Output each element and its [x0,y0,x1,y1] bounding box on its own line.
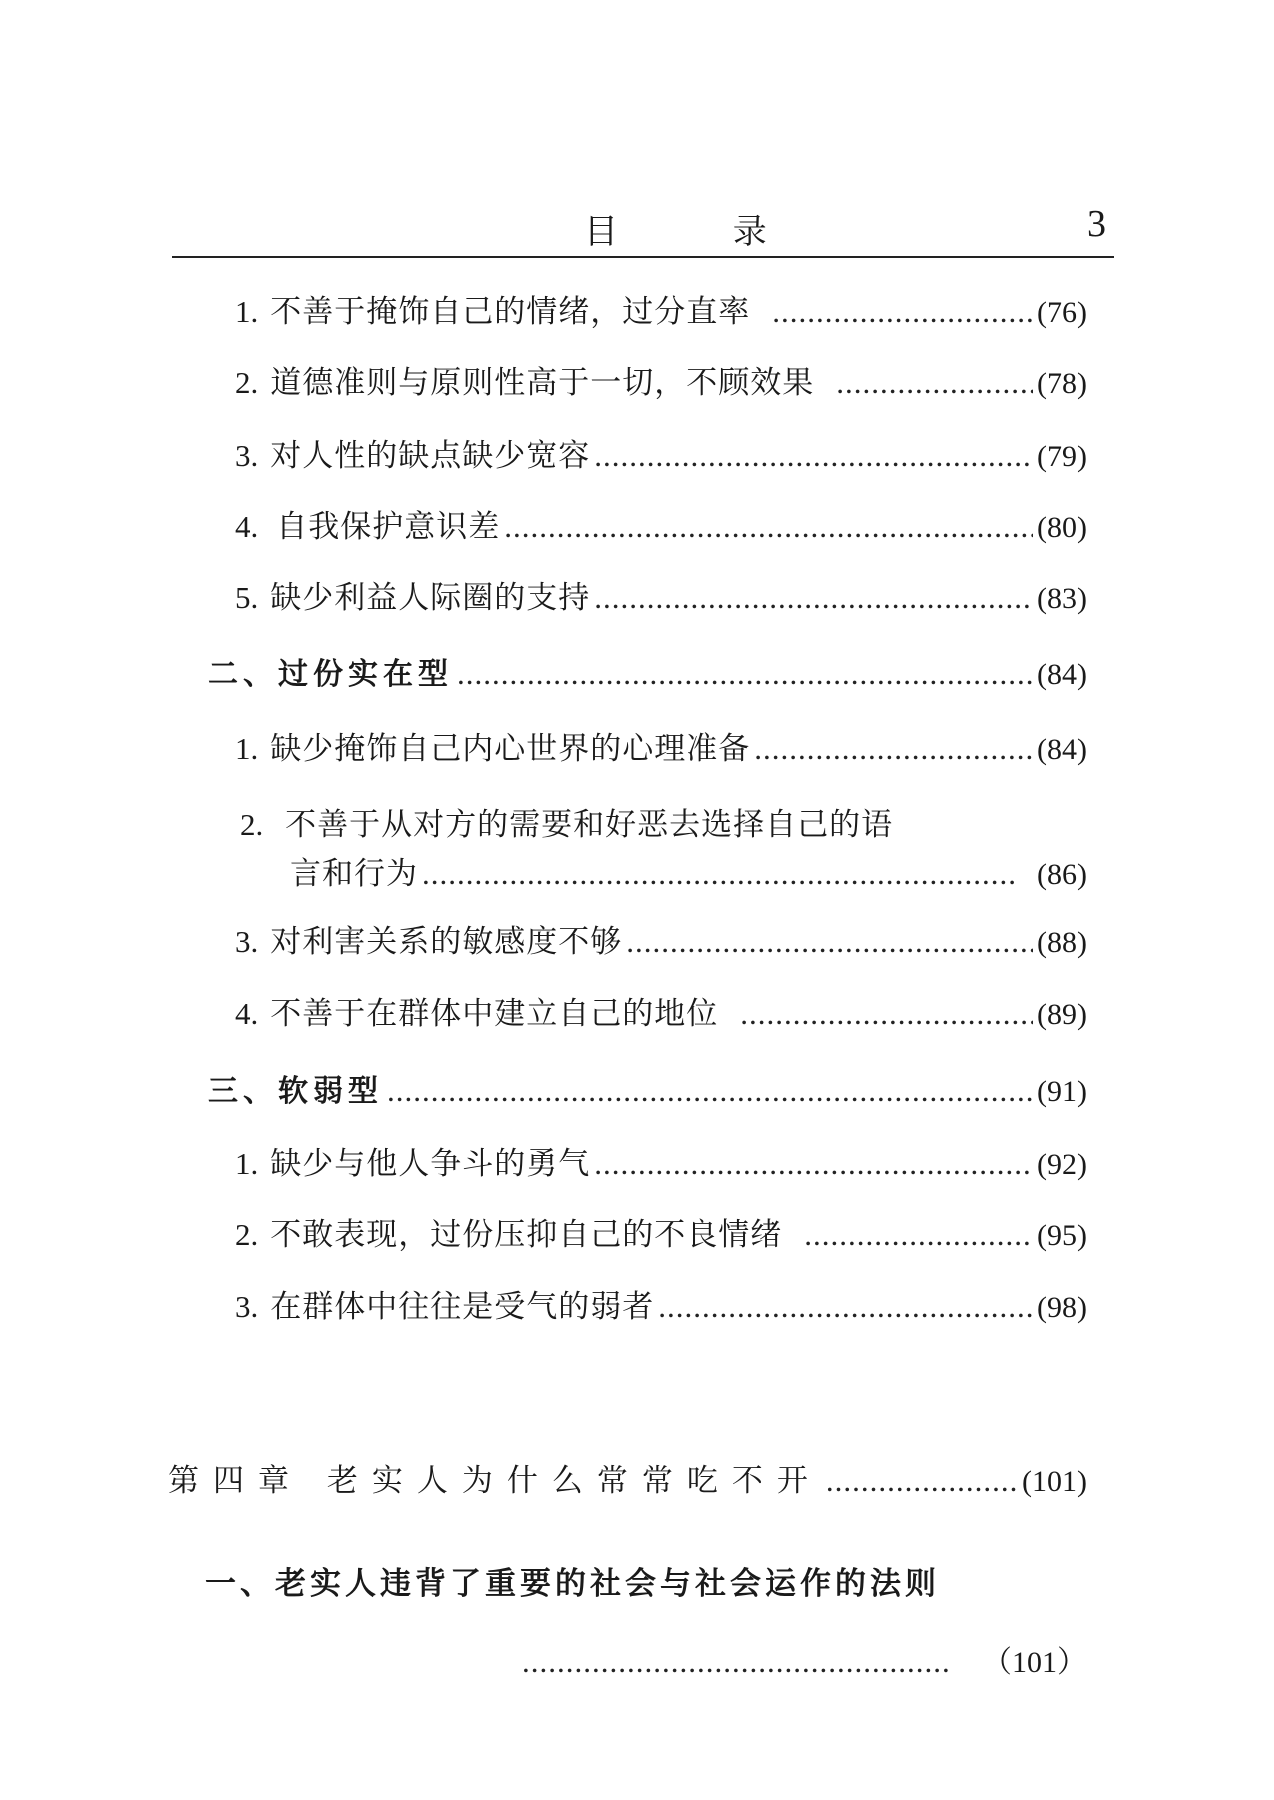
entry-page: (98) [1037,1291,1087,1324]
toc-entry[interactable] [235,992,1087,1036]
toc-entry[interactable] [235,727,1087,771]
dot-leader [836,361,1033,405]
entry-page: (91) [1037,1075,1087,1108]
dot-leader [826,1459,1018,1503]
header-page-number: 3 [1087,203,1106,245]
dot-leader [457,652,1033,696]
entry-page: (86) [1037,858,1087,891]
header-title: 目 录 [584,212,819,252]
toc-entry[interactable] [235,1142,1087,1186]
entry-page: (92) [1037,1148,1087,1181]
toc-entry[interactable] [235,505,1087,549]
toc-entry[interactable] [235,1285,1087,1329]
dot-leader [658,1285,1033,1329]
toc-entry[interactable] [235,576,1087,620]
dot-leader [422,852,1019,896]
dot-leader [740,992,1033,1036]
toc-entry-continuation[interactable] [290,852,1087,896]
toc-section-entry[interactable] [208,1069,1087,1113]
entry-title: 自我保护意识差 [276,509,501,545]
toc-entry-continuation[interactable] [518,1640,1087,1684]
toc-chapter-entry[interactable] [168,1459,1087,1503]
entry-title-continuation: 言和行为 [290,856,418,892]
entry-number: 2. [240,807,264,842]
dot-leader [772,290,1033,334]
dot-leader [504,505,1033,549]
entry-number: 5. [235,580,259,615]
entry-title: 缺少掩饰自己内心世界的心理准备 [270,731,751,767]
toc-entry[interactable] [235,290,1087,334]
entry-title: 道德准则与原则性高于一切，不顾效果 [270,365,815,401]
entry-title: 不善于从对方的需要和好恶去选择自己的语 [285,807,894,843]
entry-title: 不敢表现，过份压抑自己的不良情绪 [270,1217,783,1253]
dot-leader [594,1142,1033,1186]
entry-page: (79) [1037,440,1087,473]
dot-leader [522,1640,948,1684]
dot-leader [754,727,1033,771]
toc-entry[interactable] [235,361,1087,405]
toc-section-entry[interactable] [208,652,1087,696]
dot-leader [594,434,1033,478]
running-header [172,196,1114,258]
section-title: 二、过份实在型 [208,657,453,692]
dot-leader [626,920,1033,964]
toc-entry[interactable] [235,920,1087,964]
entry-page: (84) [1037,658,1087,691]
section-title-long[interactable]: 一、老实人违背了重要的社会与社会运作的法则 [205,1566,940,1602]
entry-page: (80) [1037,511,1087,544]
section-title: 三、软弱型 [208,1074,383,1109]
entry-title: 不善于在群体中建立自己的地位 [270,996,719,1032]
entry-page: (78) [1037,367,1087,400]
entry-page: (84) [1037,733,1087,766]
entry-number: 4. [235,509,259,544]
entry-page: （101） [982,1646,1087,1679]
entry-page: (76) [1037,296,1087,329]
toc-entry[interactable] [235,1213,1087,1257]
toc-entry[interactable] [235,434,1087,478]
entry-number: 3. [235,924,259,959]
entry-title: 不善于掩饰自己的情绪，过分直率 [270,294,751,330]
entry-title: 对利害关系的敏感度不够 [270,924,623,960]
entry-number: 1. [235,731,259,766]
entry-number: 1. [235,294,259,329]
entry-title: 缺少与他人争斗的勇气 [270,1146,591,1182]
entry-number: 2. [235,365,259,400]
entry-number: 1. [235,1146,259,1181]
entry-number: 3. [235,438,259,473]
chapter-title: 第四章 老实人为什么常常吃不开 [168,1463,822,1499]
toc-entry-first-line[interactable] [240,803,893,847]
entry-number: 4. [235,996,259,1031]
entry-number: 3. [235,1289,259,1324]
entry-title: 对人性的缺点缺少宽容 [270,438,591,474]
entry-number: 2. [235,1217,259,1252]
entry-title: 缺少利益人际圈的支持 [270,580,591,616]
entry-page: (83) [1037,582,1087,615]
entry-page: (88) [1037,926,1087,959]
dot-leader [387,1069,1033,1113]
entry-title: 在群体中往往是受气的弱者 [270,1289,655,1325]
entry-page: (101) [1022,1465,1087,1498]
dot-leader [594,576,1033,620]
entry-page: (95) [1037,1219,1087,1252]
entry-page: (89) [1037,998,1087,1031]
dot-leader [804,1213,1033,1257]
